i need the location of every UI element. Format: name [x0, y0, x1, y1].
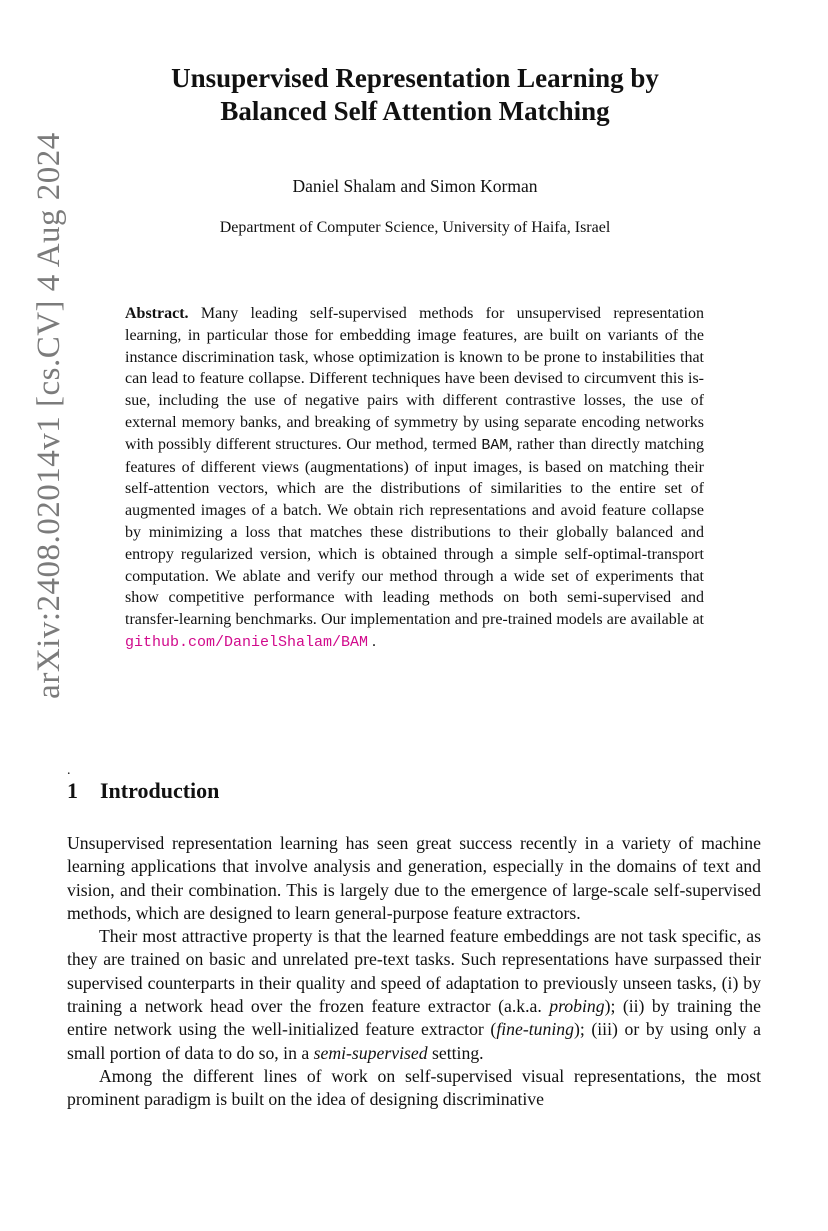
abstract-text-part-1: Many leading self-supervised methods for unsupervised representation learning, in particular those for embedding image features, are built on variants of the instance discrimination task, whose optimization is known to be prone to instabilities that can lead to feature collapse. Different techniques have been devised to circumvent this issue, including the use of negative pairs with different contrastive losses, the use of external memory banks, and breaking of symmetry by using separate encoding networks with possibly different structures. Our method, termed: [125, 305, 704, 453]
paragraph-3: Among the different lines of work on self-supervised visual representations, the most prominent paradigm is built on the idea of designing discriminative: [67, 1065, 761, 1110]
section-number: 1: [67, 778, 78, 803]
authors: Daniel Shalam and Simon Korman: [292, 176, 538, 196]
section-heading-introduction: [67, 778, 219, 804]
paragraph-2-text-a: Their most attractive property is that the learned feature embeddings are not task specific, as they are trained on basic and unrelated pre-text tasks. Such representations have surpassed their supervised counterparts in their quality and speed of adaptation to previously unseen tasks, (i) by training a network head over the frozen feature extractor (a.k.a.: [67, 926, 761, 1017]
title-line-2: Balanced Self Attention Matching: [220, 96, 610, 126]
abstract-text-end: .: [368, 632, 377, 650]
section-marker-dot: .: [67, 763, 71, 778]
paragraph-1: Unsupervised representation learning has seen great success recently in a variety of machine learning applications that involve analysis and generation, especially in the domains of text and vision, and their combination. This is largely due to the emergence of large-scale self-supervised methods, which are designed to learn general-purpose feature extractors.: [67, 833, 761, 923]
probing-term: probing: [549, 996, 605, 1017]
github-link[interactable]: github.com/DanielShalam/BAM: [125, 633, 369, 651]
arxiv-identifier-text: arXiv:2408.02014v1 [cs.CV] 4 Aug 2024: [30, 131, 67, 699]
abstract-text-part-2: , rather than directly matching features of different views (augmentations) of input images, is based on matching their self-attention vectors, which are the distributions of similarities to the entire set of augmented images of a batch. We obtain rich representations and avoid feature collapse by minimizing a loss that matches these distributions to their globally balanced and entropy regularized version, which is obtained through a simple self-optimal-transport computation. We ablate and verify our method through a wide set of experiments that show competitive performance with leading methods on both semi-supervised and transfer-learning benchmarks. Our implementation and pre-trained models are available at: [125, 435, 705, 629]
semi-supervised-term: semi-supervised: [313, 1042, 428, 1063]
arxiv-identifier-stamp: [27, 70, 71, 760]
title-line-1: Unsupervised Representation Learning by: [171, 63, 659, 93]
introduction-body: [67, 832, 761, 1112]
paragraph-2: [67, 925, 761, 1065]
paragraph-2-text-d: setting.: [427, 1042, 484, 1063]
abstract-label: Abstract.: [125, 305, 189, 322]
method-name: BAM: [481, 436, 509, 454]
paragraph-2-text-c: ); (iii) or by using only a small portion of data to do so, in a: [67, 1019, 761, 1063]
fine-tuning-term: fine-tuning: [496, 1019, 574, 1040]
paragraph-2-text-b: ); (ii) by training the entire network using the well-initialized feature extractor (: [67, 996, 761, 1040]
abstract-block: [125, 303, 704, 654]
paper-title: [110, 62, 720, 128]
section-title: Introduction: [100, 778, 220, 803]
affiliation: Department of Computer Science, University of Haifa, Israel: [219, 219, 611, 236]
